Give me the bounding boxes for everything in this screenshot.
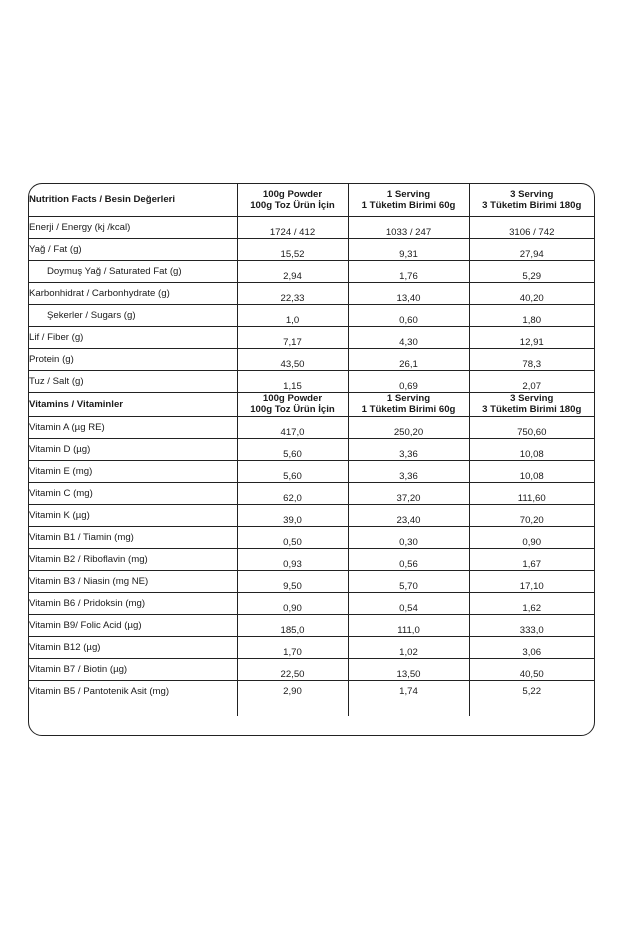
vitamin-row	[29, 482, 594, 504]
vitamin-row	[29, 614, 594, 636]
vitamin-value-3-serving: 750,60	[469, 416, 594, 438]
vitamin-value-1-serving: 37,20	[348, 482, 469, 504]
header-col-1-serving-line2: 1 Tüketim Birimi 60g	[361, 199, 456, 211]
nutrient-value-100g: 1,0	[237, 304, 348, 326]
vitamin-label: Vitamin K (µg)	[29, 504, 237, 526]
nutrient-value-100g: 15,52	[237, 238, 348, 260]
nutrient-row	[29, 260, 594, 282]
vitamin-value-3-serving: 10,08	[469, 460, 594, 482]
nutrition-table-panel	[28, 183, 595, 736]
nutrient-row	[29, 304, 594, 326]
vitamin-value-3-serving: 70,20	[469, 504, 594, 526]
vitamins-header-col-3-serving	[469, 392, 594, 416]
vitamin-row	[29, 636, 594, 658]
nutrition-table-body	[29, 184, 594, 716]
vitamin-value-3-serving: 1,67	[469, 548, 594, 570]
header-col-3-serving	[469, 184, 594, 216]
nutrient-row	[29, 348, 594, 370]
nutrient-value-3-serving: 5,29	[469, 260, 594, 282]
nutrient-label: Tuz / Salt (g)	[29, 370, 237, 392]
nutrient-row	[29, 326, 594, 348]
nutrient-value-1-serving: 1,76	[348, 260, 469, 282]
vitamin-row	[29, 416, 594, 438]
vitamin-value-1-serving: 3,36	[348, 460, 469, 482]
vitamin-value-100g: 1,70	[237, 636, 348, 658]
header-col-3-serving-line2: 3 Tüketim Birimi 180g	[482, 199, 582, 211]
vitamin-row	[29, 592, 594, 614]
vitamin-row	[29, 658, 594, 680]
vitamin-label: Vitamin A (µg RE)	[29, 416, 237, 438]
vitamin-value-3-serving: 333,0	[469, 614, 594, 636]
nutrient-label: Protein (g)	[29, 348, 237, 370]
nutrient-row	[29, 282, 594, 304]
vitamin-row	[29, 526, 594, 548]
vitamin-row	[29, 570, 594, 592]
vitamin-label: Vitamin E (mg)	[29, 460, 237, 482]
vitamin-label: Vitamin B1 / Tiamin (mg)	[29, 526, 237, 548]
nutrient-value-3-serving: 12,91	[469, 326, 594, 348]
vitamin-label: Vitamin B2 / Riboflavin (mg)	[29, 548, 237, 570]
nutrient-value-3-serving: 78,3	[469, 348, 594, 370]
header-col-1-serving	[348, 184, 469, 216]
vitamin-value-3-serving: 5,22	[522, 685, 542, 697]
vitamin-value-100g: 9,50	[237, 570, 348, 592]
nutrient-value-1-serving: 0,60	[348, 304, 469, 326]
vitamins-title: Vitamins / Vitaminler	[29, 392, 237, 416]
vitamins-header-col-1-serving-line1: 1 Serving	[386, 393, 431, 404]
vitamin-value-1-serving: 0,54	[348, 592, 469, 614]
vitamin-label: Vitamin B3 / Niasin (mg NE)	[29, 570, 237, 592]
vitamin-row	[29, 460, 594, 482]
nutrient-value-3-serving: 27,94	[469, 238, 594, 260]
vitamin-value-100g: 185,0	[237, 614, 348, 636]
vitamin-value-3-serving: 17,10	[469, 570, 594, 592]
vitamin-value-3-serving: 111,60	[469, 482, 594, 504]
vitamin-row	[29, 680, 594, 716]
vitamin-value-3-serving: 1,62	[469, 592, 594, 614]
vitamin-label: Vitamin B12 (µg)	[29, 636, 237, 658]
header-col-3-serving-line1: 3 Serving	[510, 188, 554, 200]
nutrient-value-1-serving: 13,40	[348, 282, 469, 304]
vitamins-header-row	[29, 392, 594, 416]
vitamin-value-3-serving: 10,08	[469, 438, 594, 460]
vitamin-value-100g: 5,60	[237, 438, 348, 460]
nutrient-label: Karbonhidrat / Carbonhydrate (g)	[29, 282, 237, 304]
vitamin-value-100g: 0,50	[237, 526, 348, 548]
nutrient-value-1-serving: 26,1	[348, 348, 469, 370]
vitamin-value-1-serving: 3,36	[348, 438, 469, 460]
vitamin-label: Vitamin C (mg)	[29, 482, 237, 504]
vitamin-value-3-serving: 3,06	[469, 636, 594, 658]
header-col-100g-line1: 100g Powder	[262, 188, 323, 200]
vitamin-label: Vitamin D (µg)	[29, 438, 237, 460]
nutrient-value-3-serving: 40,20	[469, 282, 594, 304]
nutrient-label: Enerji / Energy (kj /kcal)	[29, 216, 237, 238]
nutrition-facts-title: Nutrition Facts / Besin Değerleri	[29, 184, 237, 216]
vitamins-header-col-100g	[237, 392, 348, 416]
nutrition-header-row	[29, 184, 594, 216]
vitamin-value-100g: 0,93	[237, 548, 348, 570]
vitamins-header-col-100g-line2: 100g Toz Ürün İçin	[250, 404, 335, 415]
nutrient-value-1-serving: 9,31	[348, 238, 469, 260]
nutrient-value-100g: 1724 / 412	[237, 216, 348, 238]
vitamin-value-1-serving: 111,0	[348, 614, 469, 636]
vitamin-value-100g: 22,50	[237, 658, 348, 680]
header-col-1-serving-line1: 1 Serving	[386, 188, 431, 200]
nutrient-value-1-serving: 0,69	[348, 370, 469, 392]
vitamin-value-100g: 2,90	[237, 680, 348, 716]
vitamins-header-col-3-serving-line2: 3 Tüketim Birimi 180g	[482, 404, 582, 415]
vitamin-value-1-serving: 5,70	[348, 570, 469, 592]
vitamin-row	[29, 504, 594, 526]
vitamin-value-100g: 5,60	[237, 460, 348, 482]
nutrient-label: Doymuş Yağ / Saturated Fat (g)	[29, 260, 237, 282]
vitamins-header-col-1-serving-line2: 1 Tüketim Birimi 60g	[361, 404, 456, 415]
nutrient-row	[29, 216, 594, 238]
vitamin-value-1-serving: 0,56	[348, 548, 469, 570]
nutrient-label: Şekerler / Sugars (g)	[29, 304, 237, 326]
vitamin-value-1-serving: 1,74	[348, 680, 469, 716]
vitamin-value-1-serving: 1,02	[348, 636, 469, 658]
vitamin-row	[29, 438, 594, 460]
nutrient-row	[29, 238, 594, 260]
vitamin-row	[29, 548, 594, 570]
vitamins-header-col-1-serving	[348, 392, 469, 416]
vitamin-label: Vitamin B5 / Pantotenik Asit (mg)	[29, 680, 237, 716]
nutrient-value-3-serving: 2,07	[469, 370, 594, 392]
nutrient-value-100g: 1,15	[237, 370, 348, 392]
vitamin-label: Vitamin B9/ Folic Acid (µg)	[29, 614, 237, 636]
nutrient-label: Lif / Fiber (g)	[29, 326, 237, 348]
nutrient-value-3-serving: 3106 / 742	[469, 216, 594, 238]
nutrient-value-100g: 2,94	[237, 260, 348, 282]
vitamin-value-1-serving: 0,30	[348, 526, 469, 548]
vitamins-header-col-3-serving-line1: 3 Serving	[510, 393, 554, 404]
nutrient-value-1-serving: 4,30	[348, 326, 469, 348]
vitamin-value-3-serving: 0,90	[469, 526, 594, 548]
vitamins-header-col-100g-line1: 100g Powder	[262, 393, 323, 404]
nutrition-table	[29, 184, 594, 716]
vitamin-value-1-serving: 13,50	[348, 658, 469, 680]
vitamin-value-1-serving: 23,40	[348, 504, 469, 526]
nutrient-row	[29, 370, 594, 392]
vitamin-value-1-serving: 250,20	[348, 416, 469, 438]
vitamin-value-100g: 62,0	[237, 482, 348, 504]
header-col-100g	[237, 184, 348, 216]
vitamin-value-100g: 417,0	[237, 416, 348, 438]
nutrient-value-100g: 22,33	[237, 282, 348, 304]
vitamin-value-3-serving: 40,50	[469, 658, 594, 680]
nutrient-value-3-serving: 1,80	[469, 304, 594, 326]
nutrient-value-1-serving: 1033 / 247	[348, 216, 469, 238]
nutrient-value-100g: 7,17	[237, 326, 348, 348]
vitamin-label: Vitamin B6 / Pridoksin (mg)	[29, 592, 237, 614]
header-col-100g-line2: 100g Toz Ürün İçin	[250, 199, 335, 211]
vitamin-value-100g: 0,90	[237, 592, 348, 614]
nutrient-value-100g: 43,50	[237, 348, 348, 370]
vitamin-label: Vitamin B7 / Biotin (µg)	[29, 658, 237, 680]
nutrient-label: Yağ / Fat (g)	[29, 238, 237, 260]
vitamin-value-100g: 39,0	[237, 504, 348, 526]
